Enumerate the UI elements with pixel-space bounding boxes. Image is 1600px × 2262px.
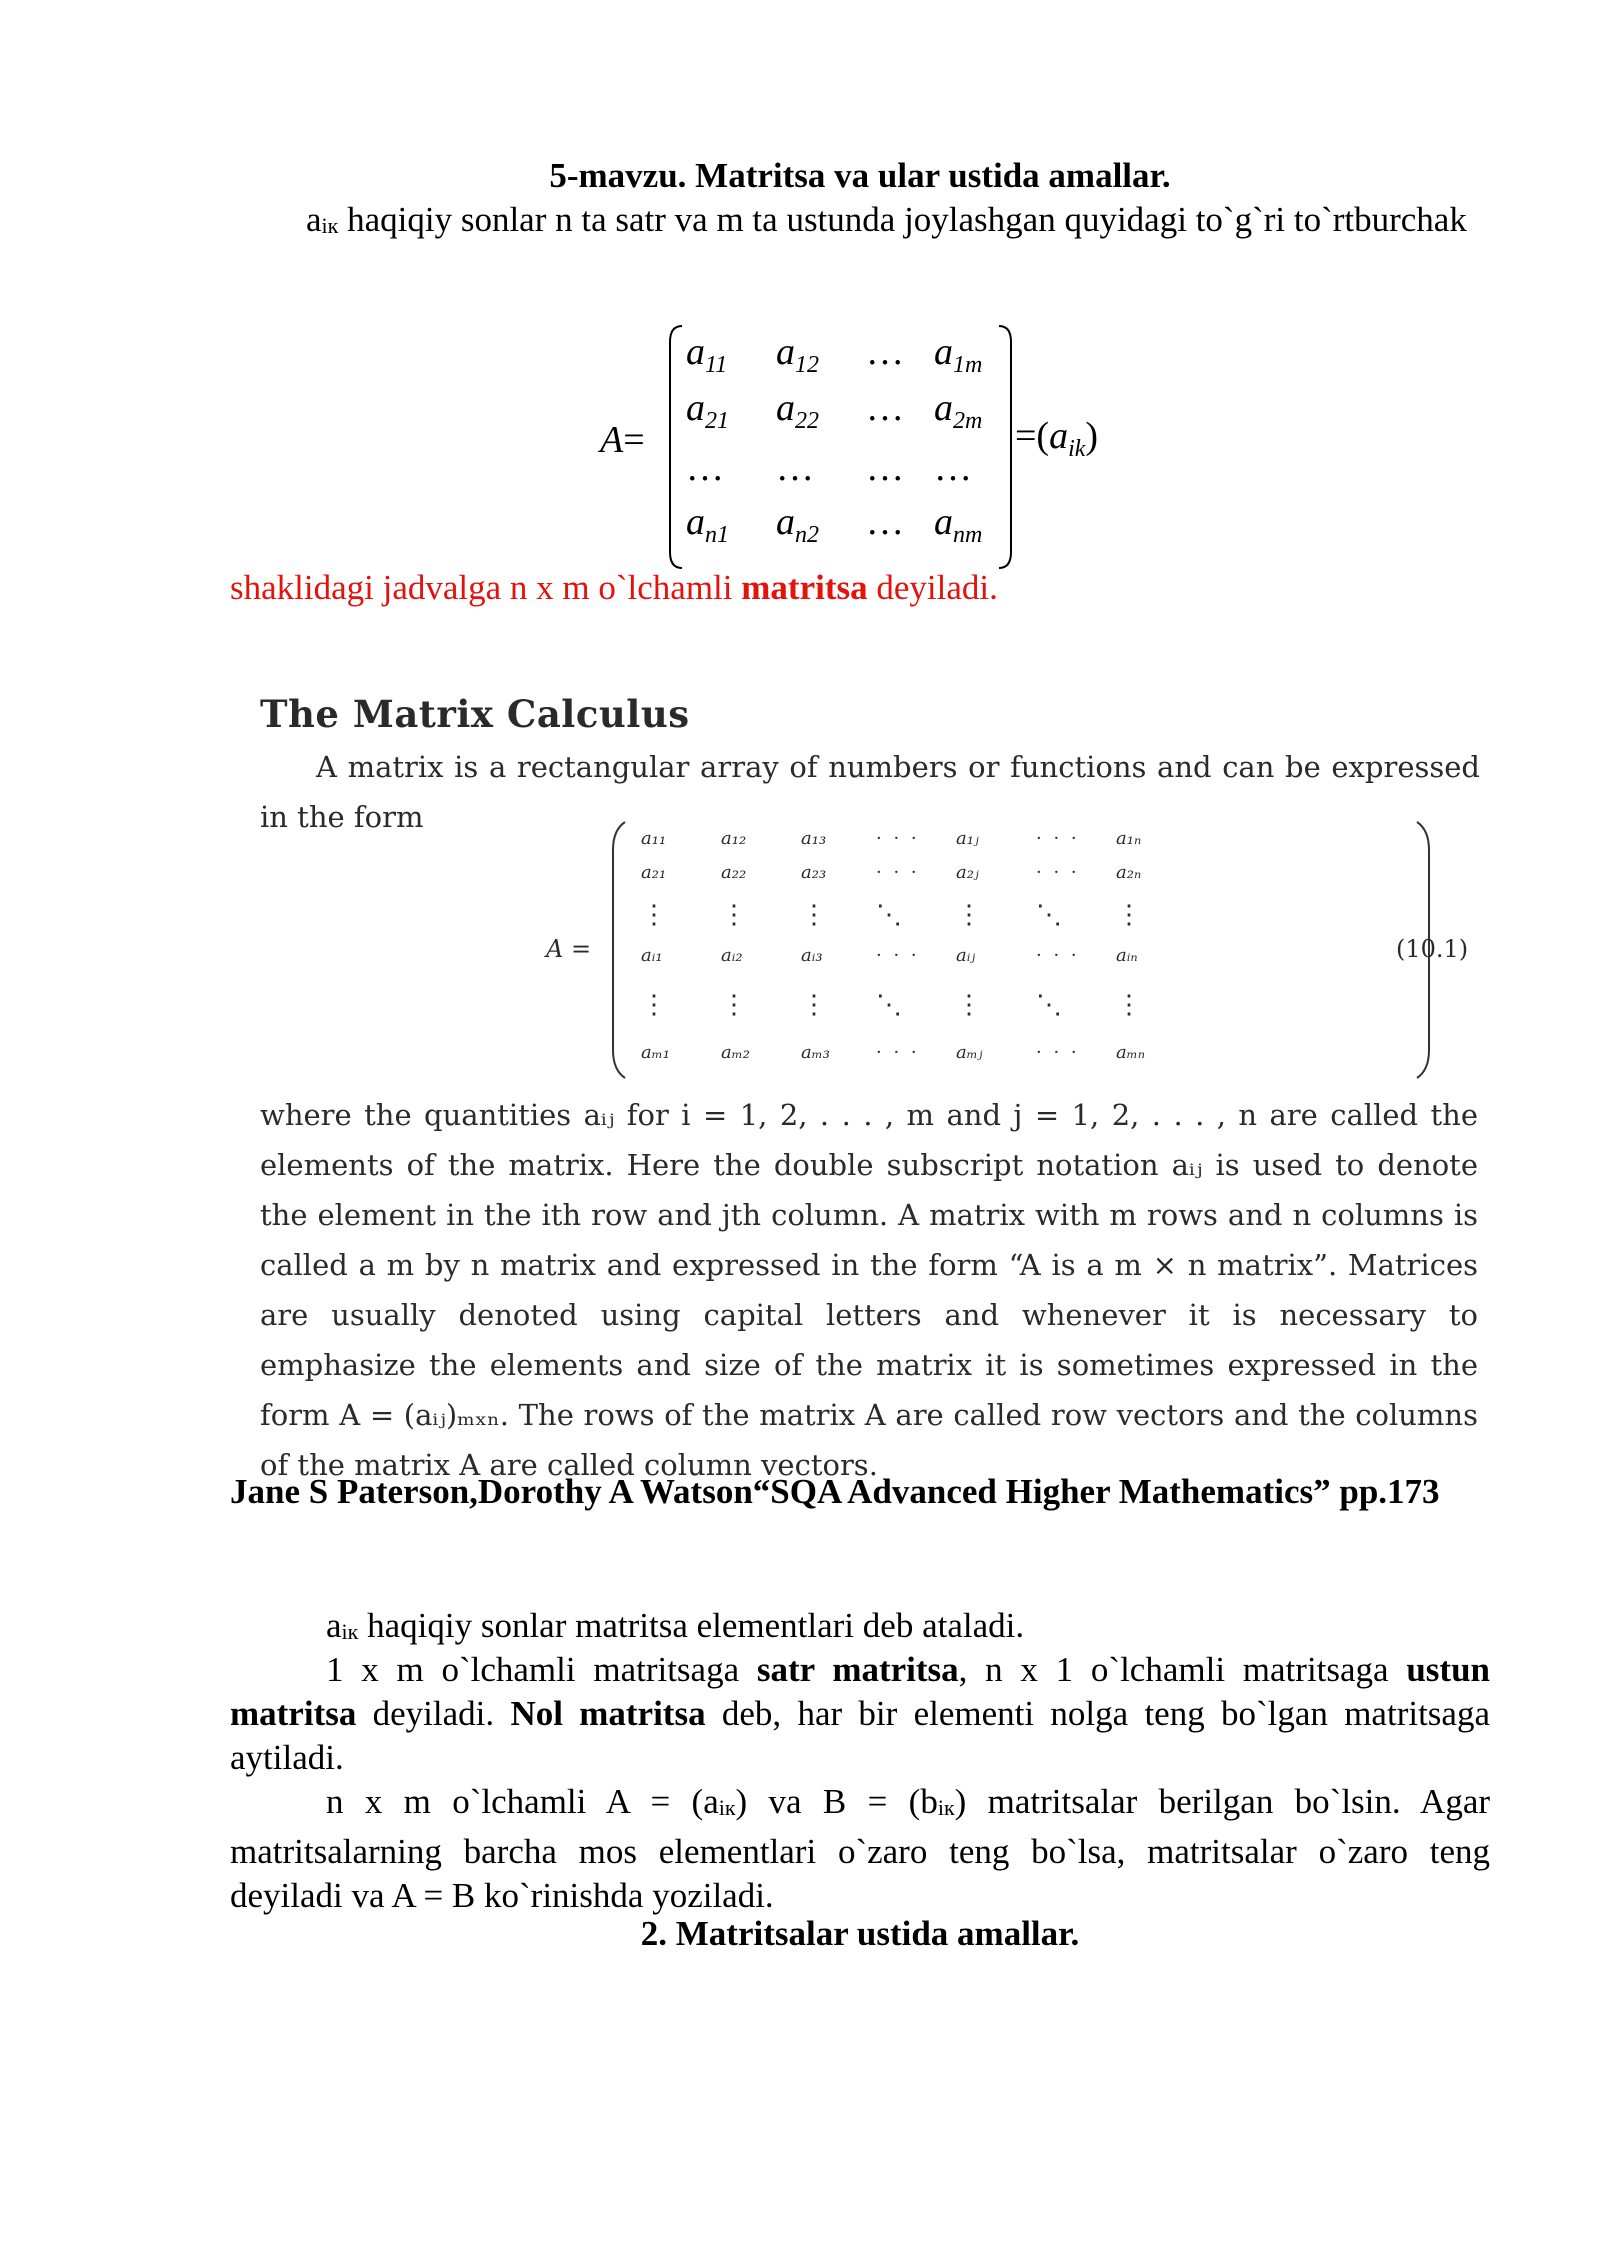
intro-symbol-sub: iк [321, 213, 339, 238]
excerpt-matrix-entry: · · · [876, 862, 920, 883]
matrix-entry: … [866, 501, 904, 543]
excerpt-matrix [256, 820, 1482, 1080]
excerpt-matrix-entry: · · · [876, 945, 920, 966]
citation: Jane S Paterson,Dorothy A Watson“SQA Advanced Higher Mathematics” pp.173 [230, 1472, 1440, 1511]
excerpt-matrix-entry: a₂₃ [801, 862, 827, 883]
excerpt-matrix-entry: · · · [876, 1042, 920, 1063]
matrix-entry: $a_{12}$ [776, 331, 819, 378]
matrix-entry: … [776, 447, 814, 489]
excerpt-matrix-entry: ⋮ [801, 990, 827, 1020]
excerpt-matrix-entry: a₁₃ [801, 828, 827, 849]
excerpt-matrix-entry: ⋱ [1036, 990, 1062, 1020]
excerpt-matrix-entry: a₁ₙ [1116, 828, 1142, 849]
excerpt-matrix-entry: ⋮ [956, 990, 982, 1020]
excerpt-matrix-entry: aᵢ₂ [721, 945, 743, 966]
excerpt-matrix-entry: ⋮ [641, 990, 667, 1020]
definition-line: shaklidagi jadvalga n x m o`lchamli matritsa deyiladi. [230, 568, 998, 607]
excerpt-matrix-entry: aᵢ₁ [641, 945, 663, 966]
matrix-entry: $a_{2m}$ [934, 387, 983, 434]
intro-paragraph [230, 198, 1490, 248]
excerpt-matrix-entry: · · · [1036, 945, 1080, 966]
matrix-entry: $a_{n1}$ [686, 501, 729, 548]
excerpt-matrix-entry: aᵢ₃ [801, 945, 823, 966]
matrix-entry: $a_{1m}$ [934, 331, 983, 378]
excerpt-matrix-entry: ⋮ [721, 990, 747, 1020]
excerpt-matrix-entry: aₘ₂ [721, 1042, 750, 1063]
excerpt-matrix-entry: a₁ⱼ [956, 828, 979, 849]
textbook-excerpt-image [256, 680, 1482, 1480]
excerpt-matrix-entry: aₘⱼ [956, 1042, 983, 1063]
excerpt-intro: A matrix is a rectangular array of numbers or functions and can be expressed in the form [260, 750, 1480, 834]
matrix-entry: $a_{22}$ [776, 387, 819, 434]
intro-symbol: a [306, 200, 322, 239]
excerpt-matrix-entry: aₘₙ [1116, 1042, 1146, 1063]
excerpt-matrix-entry: aᵢⱼ [956, 945, 976, 966]
matrix-entry: $a_{21}$ [686, 387, 729, 434]
excerpt-matrix-entry: · · · [1036, 862, 1080, 883]
excerpt-matrix-entry: aₘ₁ [641, 1042, 670, 1063]
excerpt-matrix-entry: aₘ₃ [801, 1042, 830, 1063]
excerpt-matrix-entry: a₂₁ [641, 862, 667, 883]
excerpt-matrix-entry: · · · [1036, 828, 1080, 849]
paragraph-elements: $a_{iк}$ haqiqiy sonlar matritsa elementlari deb ataladi. [326, 1606, 1025, 1645]
intro-text: haqiqiy sonlar n ta satr va m ta ustunda joylashgan quyidagi to`g`ri to`rtburchak [338, 200, 1467, 239]
excerpt-matrix-entry: ⋮ [956, 900, 982, 930]
definition-term: matritsa [741, 568, 868, 607]
excerpt-matrix-entry: ⋮ [721, 900, 747, 930]
excerpt-matrix-entry: a₂ₙ [1116, 862, 1142, 883]
matrix-entry: $a_{nm}$ [934, 501, 983, 548]
excerpt-matrix-entry: ⋱ [876, 990, 902, 1020]
matrix-entry: … [866, 447, 904, 489]
excerpt-matrix-entry: a₁₁ [641, 828, 667, 849]
excerpt-matrix-entry: ⋮ [1116, 900, 1142, 930]
page-title: 5-mavzu. Matritsa va ular ustida amallar. [549, 156, 1171, 195]
excerpt-matrix-entry: ⋱ [1036, 900, 1062, 930]
paragraph-row-column: 1 x m o`lchamli matritsaga satr matritsa, n x 1 o`lchamli matritsaga ustun matritsa deyiladi. Nol matritsa deb, har bir elementi nolga teng bo`lgan matritsaga aytiladi. [230, 1650, 1490, 1777]
matrix-entry: … [866, 331, 904, 373]
excerpt-matrix-entry: a₂₂ [721, 862, 747, 883]
excerpt-matrix-entry: ⋮ [641, 900, 667, 930]
matrix-entries [668, 322, 1013, 572]
paragraph-equality: n x m o`lchamli $A = (a_{iк})$ va $B = (b_{iк})$ matritsalar berilgan bo`lsin. Agar matritsalarning barcha mos elementlari o`zaro teng bo`lsa, matritsalar o`zaro teng deyiladi va A = B ko`rinishda yoziladi. [230, 1782, 1491, 1915]
excerpt-title: The Matrix Calculus [260, 692, 690, 736]
excerpt-matrix-lhs: A = [546, 935, 592, 963]
formula-lhs: A= [600, 419, 645, 461]
excerpt-matrix-entry: ⋮ [1116, 990, 1142, 1020]
matrix-entry: … [686, 447, 724, 489]
excerpt-matrix-entry: a₂ⱼ [956, 862, 979, 883]
equation-number: (10.1) [1396, 935, 1469, 963]
matrix-formula [600, 322, 1140, 572]
excerpt-matrix-entry: ⋮ [801, 900, 827, 930]
matrix-entry: … [866, 387, 904, 429]
matrix-entry: $a_{11}$ [686, 331, 728, 378]
excerpt-matrix-entry: aᵢₙ [1116, 945, 1138, 966]
formula-rhs: $=(a_{ik})$ [1015, 415, 1099, 462]
matrix-entry: … [934, 447, 972, 489]
section-heading: 2. Matritsalar ustida amallar. [640, 1914, 1080, 1953]
excerpt-matrix-entry: · · · [1036, 1042, 1080, 1063]
excerpt-matrix-entry: ⋱ [876, 900, 902, 930]
excerpt-matrix-entry: a₁₂ [721, 828, 747, 849]
matrix-entry: $a_{n2}$ [776, 501, 819, 548]
excerpt-matrix-entry: · · · [876, 828, 920, 849]
excerpt-body: where the quantities aᵢⱼ for i = 1, 2, . . . , m and j = 1, 2, . . . , n are called the elements of the matrix. Here the double subscript notation aᵢⱼ is used to denote the element in the ith row and jth column. A matrix with m rows and n columns is called a m by n matrix and expressed in the form “A is a m × n matrix”. Matrices are usually denoted using capital letters and whenever it is necessary to emphasize the elements and size of the matrix it is sometimes expressed in the form A = (aᵢⱼ)ₘₓₙ. The rows of the matrix A are called row vectors and the columns of the matrix A are called column vectors. [260, 1098, 1478, 1482]
